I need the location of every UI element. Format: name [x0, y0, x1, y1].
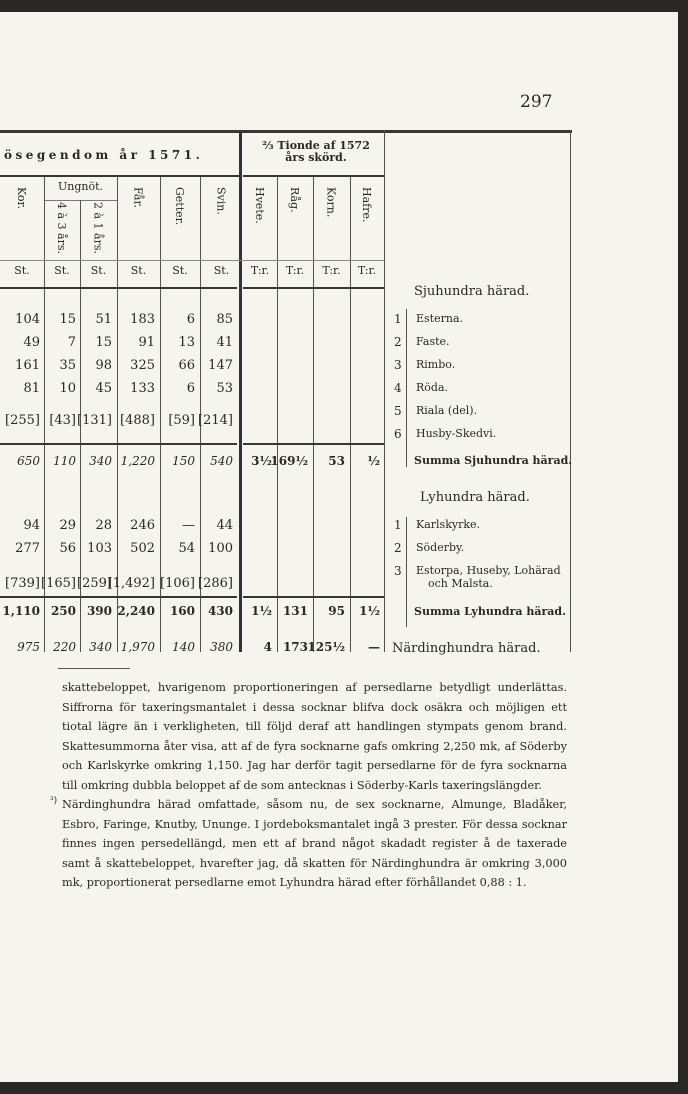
table-cell: 6 — [186, 312, 195, 327]
item-name: Estorpa, Huseby, Lohärad — [416, 564, 561, 577]
table-cell: 183 — [130, 312, 155, 327]
list-number: 5 — [394, 404, 402, 418]
column-rule — [277, 175, 278, 652]
table-cell: 340 — [89, 640, 112, 654]
unit-label: T:r. — [250, 264, 270, 277]
table-cell: 13 — [178, 335, 195, 350]
fraction: ⅔ — [262, 139, 274, 152]
table-cell: [214] — [198, 413, 233, 428]
table-cell: [739] — [5, 576, 40, 591]
table-cell: 1½ — [359, 604, 380, 618]
row-rule — [0, 596, 237, 598]
table-cell: 51 — [95, 312, 112, 327]
table-cell: 1,110 — [2, 604, 40, 618]
table-cell: 430 — [207, 604, 233, 618]
table-cell: [255] — [5, 413, 40, 428]
row-rule — [0, 260, 384, 261]
summa-sjuhundra: Summa Sjuhundra härad. — [414, 454, 573, 467]
list-item — [416, 518, 480, 531]
table-cell: 49 — [23, 335, 40, 350]
table-cell: 53 — [216, 381, 233, 396]
footnote-3-text: Närdinghundra härad omfattade, såsom nu, de sex socknarne, Almunge, Bladåker, Esbro, Faringe, Knutby, Ununge. I jordeboksmantalet ingå 3 prester. För dessa socknar finnes ingen persedellängd, men ett af brand något skadadt register å de taxerade samt å skattebeloppet, hvarefter jag, då skatten för Närdinghundra är omkring 3,000 mk, proportionerat persedlarne emot Lyhundra härad efter förhållandet 0,88 : 1. — [62, 798, 567, 889]
table-cell: ½ — [367, 454, 380, 468]
list-item — [416, 358, 455, 371]
footnote-3 — [50, 795, 567, 893]
table-cell: [165] — [41, 576, 76, 591]
list-number: 4 — [394, 381, 402, 395]
table-cell: 140 — [172, 640, 195, 654]
table-cell: [59] — [168, 413, 195, 428]
unit-label: St. — [90, 264, 107, 277]
book-page — [0, 12, 678, 1082]
table-cell: 29 — [59, 518, 76, 533]
table-cell: 2,240 — [117, 604, 155, 618]
table-cell: 41 — [216, 335, 233, 350]
table-cell: 1½ — [251, 604, 272, 618]
table-cell: 7 — [67, 335, 76, 350]
unit-label: T:r. — [357, 264, 377, 277]
title-right-text: Tionde af 1572 års skörd. — [277, 139, 370, 164]
number-rule — [406, 517, 407, 627]
heading-sjuhundra: Sjuhundra härad. — [414, 284, 530, 299]
table-cell: 169½ — [270, 454, 308, 468]
table-cell: 650 — [17, 454, 40, 468]
item-name: Rimbo. — [416, 358, 456, 371]
table-cell: [106] — [160, 576, 195, 591]
list-item — [416, 381, 448, 394]
column-header: Hafre. — [360, 187, 373, 223]
column-header: 2 à 1 års. — [91, 202, 105, 255]
heading-nardinghundra: Närdinghundra härad. — [392, 641, 541, 656]
table-cell: 250 — [50, 604, 76, 618]
table-cell: 1,970 — [120, 640, 155, 654]
column-header: 4 à 3 års. — [55, 202, 68, 255]
item-name: Karlskyrke. — [416, 518, 481, 531]
list-number: 1 — [394, 312, 402, 326]
list-item — [416, 404, 477, 417]
unit-label: St. — [130, 264, 147, 277]
table-title-right — [252, 140, 380, 164]
table-cell: 150 — [172, 454, 195, 468]
top-rule — [0, 130, 572, 133]
list-number: 3 — [394, 358, 402, 372]
list-item — [416, 427, 496, 440]
table-cell: 173 — [282, 640, 308, 654]
unit-label: St. — [172, 264, 188, 277]
table-cell: 53 — [328, 454, 345, 468]
table-cell: 325 — [130, 358, 155, 373]
table-cell: 15 — [59, 312, 76, 327]
right-rule — [570, 130, 571, 652]
table-cell: 161 — [15, 358, 40, 373]
row-rule — [0, 175, 239, 177]
table-cell: 160 — [169, 604, 195, 618]
table-cell: 133 — [130, 381, 155, 396]
item-name: Röda. — [416, 381, 449, 394]
footnotes — [50, 678, 567, 893]
table-cell: 125½ — [307, 640, 345, 654]
table-cell: 94 — [23, 518, 40, 533]
page-number: 297 — [520, 92, 553, 112]
table-cell: 44 — [216, 518, 233, 533]
row-rule — [243, 443, 384, 445]
column-header: Råg. — [288, 187, 301, 213]
table-cell: [259] — [77, 576, 112, 591]
unit-label: St. — [213, 264, 230, 277]
column-rule — [384, 130, 385, 652]
item-name: Husby-Skedvi. — [416, 427, 497, 440]
list-number: 2 — [394, 335, 402, 349]
table-cell: 98 — [95, 358, 112, 373]
table-cell: 54 — [178, 541, 195, 556]
table-cell: 56 — [59, 541, 76, 556]
table-cell: 975 — [17, 640, 40, 654]
table-cell: 3½ — [251, 454, 272, 468]
table-cell: 66 — [178, 358, 195, 373]
table-cell: 6 — [186, 381, 195, 396]
column-header: Hvete. — [253, 187, 266, 224]
table-cell: — — [182, 518, 195, 533]
table-cell: [286] — [198, 576, 233, 591]
table-cell: 340 — [89, 454, 112, 468]
list-number: 2 — [394, 541, 402, 555]
table-cell: 277 — [15, 541, 40, 556]
table-cell: 95 — [328, 604, 345, 618]
footnote-continuation: skattebeloppet, hvarigenom proportioneringen af persedlarne betydligt underlättas. Siffrorna för taxeringsmantalet i dessa socknar blifva dock osäkra och möjligen ett tiotal lägre än i verkligheten, till följd deraf att handlingen stympats genom brand. Skattesummorna åter visa, att af de fyra socknarne gafs omkring 2,250 mk, af Söderby och Karlskyrke omkring 1,150. Jag har derför tagit persedlarne för de fyra socknarna till omkring dubbla beloppet af de som antecknas i Söderby-Karls taxeringslängder. — [62, 681, 567, 792]
table-cell: [1,492] — [107, 576, 155, 591]
row-rule — [0, 287, 237, 289]
unit-label: T:r. — [285, 264, 305, 277]
table-cell: 15 — [95, 335, 112, 350]
unit-label: St. — [14, 264, 30, 277]
list-item — [416, 541, 464, 554]
summa-lyhundra: Summa Lyhundra härad. — [414, 605, 566, 618]
table-cell: 4 — [263, 640, 272, 654]
item-name-cont: och Malsta. — [428, 577, 493, 590]
column-header: Svin. — [214, 187, 228, 215]
item-name: Esterna. — [416, 312, 464, 325]
table-cell: 91 — [138, 335, 155, 350]
table-cell: 110 — [53, 454, 76, 468]
item-name: Söderby. — [416, 541, 465, 554]
table-cell: 100 — [208, 541, 233, 556]
table-cell: 131 — [282, 604, 308, 618]
table-cell: 10 — [59, 381, 76, 396]
table-cell: 220 — [53, 640, 76, 654]
table-cell: 35 — [59, 358, 76, 373]
list-item — [416, 312, 463, 325]
table-cell: 45 — [95, 381, 112, 396]
table-title-left: ösegendom år 1571. — [4, 148, 204, 162]
table-cell: 380 — [210, 640, 233, 654]
group-ungnot: Ungnöt. — [57, 180, 104, 193]
column-header: Getter. — [173, 187, 186, 226]
list-number: 1 — [394, 518, 402, 532]
unit-label: T:r. — [322, 264, 341, 277]
table-cell: 246 — [130, 518, 155, 533]
column-header: Kor. — [15, 187, 28, 210]
item-name: Riala (del). — [416, 404, 478, 417]
row-rule — [243, 175, 384, 177]
table-cell: 81 — [23, 381, 40, 396]
table-cell: 28 — [95, 518, 112, 533]
table-cell: 502 — [130, 541, 155, 556]
column-header: Korn. — [324, 187, 338, 218]
row-rule — [0, 443, 237, 445]
column-header: Får. — [131, 187, 145, 208]
column-rule — [350, 175, 351, 652]
number-rule — [406, 309, 407, 467]
table-cell: [131] — [77, 413, 112, 428]
list-number: 3 — [394, 564, 402, 578]
footnote-rule — [58, 668, 130, 669]
column-rule — [313, 175, 314, 652]
heading-lyhundra: Lyhundra härad. — [420, 490, 530, 505]
table-cell: 147 — [208, 358, 233, 373]
item-name: Faste. — [416, 335, 450, 348]
table-cell: — — [368, 640, 380, 654]
table-cell: 390 — [86, 604, 112, 618]
list-item — [416, 335, 450, 348]
table-cell: 103 — [87, 541, 112, 556]
unit-label: St. — [54, 264, 70, 277]
table-cell: 540 — [210, 454, 233, 468]
table-cell: 104 — [15, 312, 40, 327]
table-cell: 1,220 — [120, 454, 155, 468]
list-number: 6 — [394, 427, 402, 441]
column-rule — [239, 130, 242, 652]
footnote-marker: ³) — [50, 796, 58, 806]
list-item — [416, 564, 561, 590]
table-cell: [488] — [120, 413, 155, 428]
table-cell: [43] — [49, 413, 76, 428]
row-rule — [243, 596, 384, 598]
row-rule — [243, 287, 384, 289]
table-cell: 85 — [216, 312, 233, 327]
